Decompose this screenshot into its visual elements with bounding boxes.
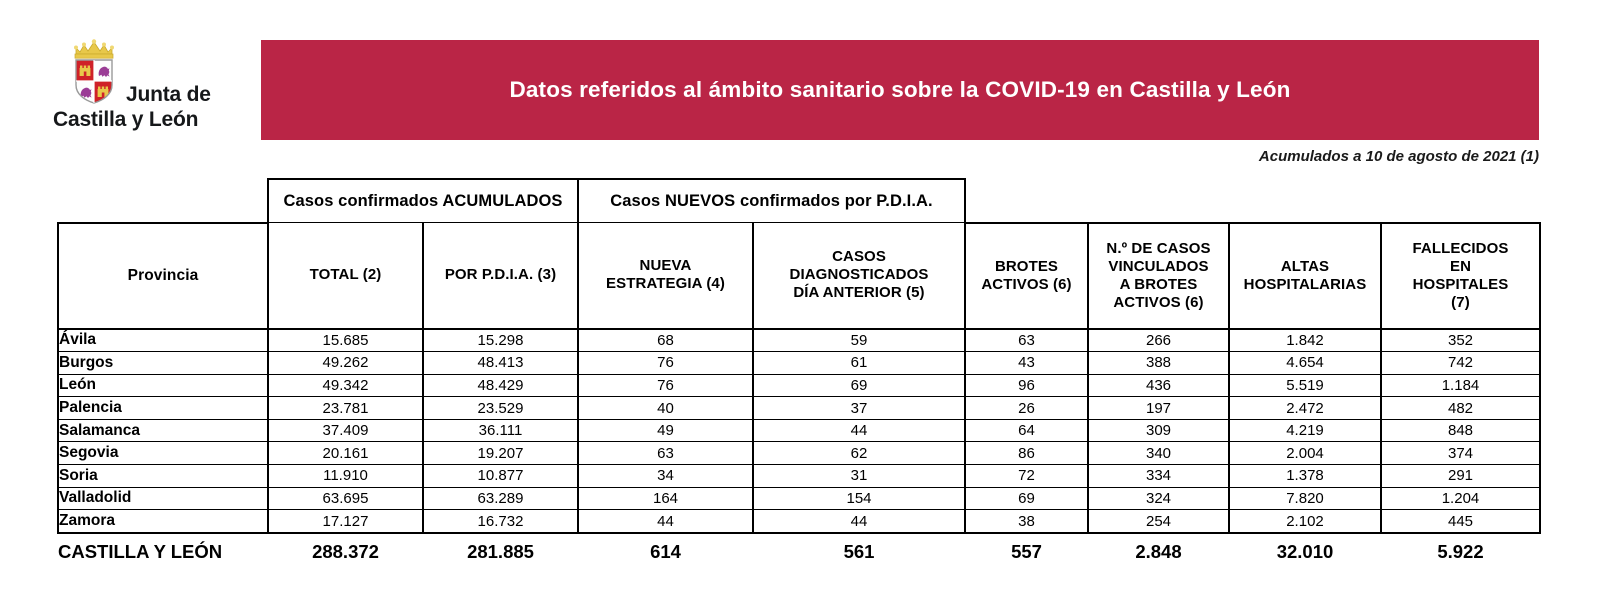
cell-total: 49.262 [268,352,423,375]
cell-nueva-estrategia: 164 [578,487,753,510]
cell-provincia: Segovia [58,442,268,465]
cell-altas: 2.472 [1229,397,1381,420]
column-header-altas-l2: HOSPITALARIAS [1243,275,1367,293]
group-header-spacer [58,179,268,223]
totals-brotes: 557 [965,533,1088,570]
cell-altas: 1.842 [1229,329,1381,352]
cell-fallecidos: 742 [1381,352,1540,375]
cell-provincia: Palencia [58,397,268,420]
cell-por-pdia: 16.732 [423,510,578,533]
column-header-nueva-estrategia-l2: ESTRATEGIA (4) [606,275,725,293]
cell-provincia: León [58,374,268,397]
table-body [58,329,1540,533]
cell-fallecidos: 352 [1381,329,1540,352]
table-row [58,442,1540,465]
table-row [58,352,1540,375]
cell-total: 11.910 [268,465,423,488]
cell-fallecidos: 374 [1381,442,1540,465]
junta-logo-line2: Castilla y León [53,108,199,131]
cell-vinculados: 340 [1088,442,1229,465]
cell-provincia: Valladolid [58,487,268,510]
cell-total: 15.685 [268,329,423,352]
column-header-altas [1229,223,1381,329]
cell-altas: 1.378 [1229,465,1381,488]
cell-vinculados: 324 [1088,487,1229,510]
junta-logo-line1: Junta de [126,83,211,106]
totals-fallecidos: 5.922 [1381,533,1540,570]
date-note: Acumulados a 10 de agosto de 2021 (1) [1258,148,1539,165]
cell-diagnosticados: 37 [753,397,965,420]
cell-altas: 5.519 [1229,374,1381,397]
column-header-fallecidos-l4: (7) [1451,293,1470,311]
totals-vinculados: 2.848 [1088,533,1229,570]
group-header-spacer-altas [1229,179,1381,223]
table-column-header-row [58,223,1540,329]
table-row [58,329,1540,352]
cell-provincia: Salamanca [58,419,268,442]
cell-diagnosticados: 154 [753,487,965,510]
cell-vinculados: 309 [1088,419,1229,442]
cell-provincia: Soria [58,465,268,488]
cell-fallecidos: 1.184 [1381,374,1540,397]
column-header-diagnosticados-l1: CASOS [832,248,886,266]
cell-diagnosticados: 69 [753,374,965,397]
cell-nueva-estrategia: 34 [578,465,753,488]
cell-altas: 2.102 [1229,510,1381,533]
cell-por-pdia: 15.298 [423,329,578,352]
cell-vinculados: 266 [1088,329,1229,352]
cell-brotes: 64 [965,419,1088,442]
column-header-diagnosticados-l3: DÍA ANTERIOR (5) [793,284,925,302]
cell-por-pdia: 48.413 [423,352,578,375]
table-row [58,397,1540,420]
cell-provincia: Ávila [58,329,268,352]
column-header-por-pdia: POR P.D.I.A. (3) [423,223,578,329]
group-header-spacer-vinculados [1088,179,1229,223]
cell-altas: 2.004 [1229,442,1381,465]
column-header-fallecidos [1381,223,1540,329]
column-header-brotes-l1: BROTES [994,257,1059,275]
cell-diagnosticados: 62 [753,442,965,465]
cell-altas: 4.219 [1229,419,1381,442]
cell-provincia: Burgos [58,352,268,375]
cell-nueva-estrategia: 40 [578,397,753,420]
column-header-altas-l1: ALTAS [1280,257,1330,275]
totals-provincia: CASTILLA Y LEÓN [58,533,268,570]
column-header-vinculados [1088,223,1229,329]
cell-brotes: 26 [965,397,1088,420]
totals-por-pdia: 281.885 [423,533,578,570]
group-header-nuevos: Casos NUEVOS confirmados por P.D.I.A. [578,179,965,223]
group-header-spacer-brotes [965,179,1088,223]
table-row [58,510,1540,533]
column-header-fallecidos-l3: HOSPITALES [1412,275,1509,293]
cell-total: 63.695 [268,487,423,510]
cell-nueva-estrategia: 76 [578,352,753,375]
cell-nueva-estrategia: 63 [578,442,753,465]
junta-logo-text [48,82,248,132]
cell-brotes: 43 [965,352,1088,375]
cell-vinculados: 197 [1088,397,1229,420]
group-header-acumulados: Casos confirmados ACUMULADOS [268,179,578,223]
cell-diagnosticados: 59 [753,329,965,352]
table-totals-row [58,533,1540,570]
totals-nueva-estrategia: 614 [578,533,753,570]
cell-por-pdia: 19.207 [423,442,578,465]
column-header-vinculados-l2: VINCULADOS [1108,257,1209,275]
cell-fallecidos: 848 [1381,419,1540,442]
cell-brotes: 63 [965,329,1088,352]
column-header-total: TOTAL (2) [268,223,423,329]
cell-total: 49.342 [268,374,423,397]
cell-provincia: Zamora [58,510,268,533]
cell-vinculados: 436 [1088,374,1229,397]
column-header-vinculados-l3: A BROTES [1119,275,1198,293]
column-header-vinculados-l1: N.º DE CASOS [1106,239,1211,257]
cell-total: 20.161 [268,442,423,465]
table-row [58,419,1540,442]
junta-logo [48,36,248,141]
totals-diagnosticados: 561 [753,533,965,570]
column-header-fallecidos-l2: EN [1449,257,1472,275]
cell-nueva-estrategia: 49 [578,419,753,442]
cell-por-pdia: 36.111 [423,419,578,442]
cell-diagnosticados: 44 [753,419,965,442]
cell-total: 37.409 [268,419,423,442]
cell-nueva-estrategia: 68 [578,329,753,352]
cell-brotes: 72 [965,465,1088,488]
column-header-brotes-activos [965,223,1088,329]
table-row [58,465,1540,488]
column-header-diagnosticados-l2: DIAGNOSTICADOS [789,266,929,284]
cell-por-pdia: 10.877 [423,465,578,488]
cell-por-pdia: 48.429 [423,374,578,397]
title-banner [261,40,1539,140]
cell-brotes: 86 [965,442,1088,465]
table-row [58,374,1540,397]
covid-data-table [57,178,1541,570]
cell-vinculados: 334 [1088,465,1229,488]
cell-fallecidos: 482 [1381,397,1540,420]
cell-diagnosticados: 44 [753,510,965,533]
column-header-diagnosticados [753,223,965,329]
cell-altas: 7.820 [1229,487,1381,510]
totals-altas: 32.010 [1229,533,1381,570]
cell-brotes: 69 [965,487,1088,510]
column-header-vinculados-l4: ACTIVOS (6) [1113,293,1204,311]
table-row [58,487,1540,510]
cell-altas: 4.654 [1229,352,1381,375]
cell-total: 17.127 [268,510,423,533]
cell-fallecidos: 1.204 [1381,487,1540,510]
cell-brotes: 96 [965,374,1088,397]
cell-vinculados: 254 [1088,510,1229,533]
cell-por-pdia: 63.289 [423,487,578,510]
column-header-nueva-estrategia [578,223,753,329]
cell-brotes: 38 [965,510,1088,533]
cell-fallecidos: 445 [1381,510,1540,533]
column-header-provincia: Provincia [58,223,268,329]
cell-vinculados: 388 [1088,352,1229,375]
column-header-brotes-l2: ACTIVOS (6) [981,275,1072,293]
cell-diagnosticados: 61 [753,352,965,375]
cell-nueva-estrategia: 44 [578,510,753,533]
document-header [0,0,1600,145]
banner-title-text: Datos referidos al ámbito sanitario sobre la COVID-19 en Castilla y León [509,77,1291,102]
column-header-nueva-estrategia-l1: NUEVA [639,257,692,275]
table-group-header-row [58,179,1540,223]
cell-nueva-estrategia: 76 [578,374,753,397]
totals-total: 288.372 [268,533,423,570]
cell-total: 23.781 [268,397,423,420]
column-header-fallecidos-l1: FALLECIDOS [1412,239,1509,257]
cell-por-pdia: 23.529 [423,397,578,420]
cell-fallecidos: 291 [1381,465,1540,488]
cell-diagnosticados: 31 [753,465,965,488]
group-header-spacer-fallecidos [1381,179,1540,223]
